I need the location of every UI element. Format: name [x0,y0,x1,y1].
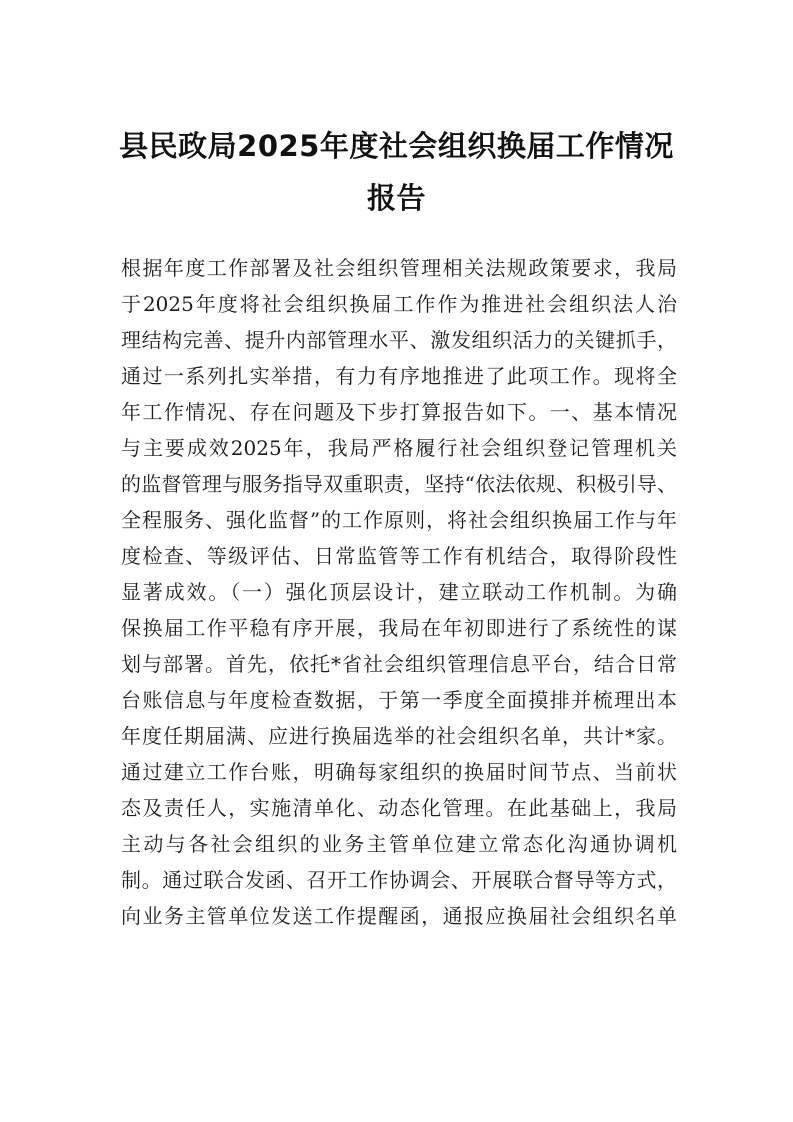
body-line: 制。通过联合发函、召开工作协调会、开展联合督导等方式， [121,868,677,892]
body-line: 主动与各社会组织的业务主管单位建立常态化沟通协调机 [121,832,677,856]
document-title [100,120,693,224]
body-line: 通过建立工作台账，明确每家组织的换届时间节点、当前状 [121,760,677,784]
body-line: 保换届工作平稳有序开展，我局在年初即进行了系统性的谋 [121,616,677,640]
title-line: 县民政局2025年度社会组织换届工作情况 [119,129,674,163]
body-line: 与主要成效2025年，我局严格履行社会组织登记管理机关 [121,436,677,460]
body-line: 年度任期届满、应进行换届选举的社会组织名单，共计*家。 [121,724,677,748]
body-line: 向业务主管单位发送工作提醒函，通报应换届社会组织名单 [121,904,677,928]
body-line: 于2025年度将社会组织换届工作作为推进社会组织法人治 [121,292,677,316]
body-line: 显著成效。（一）强化顶层设计，建立联动工作机制。为确 [121,580,677,604]
body-line: 通过一系列扎实举措，有力有序地推进了此项工作。现将全 [121,364,677,388]
body-line: 的监督管理与服务指导双重职责，坚持“依法依规、积极引导、 [121,472,677,496]
body-line: 年工作情况、存在问题及下步打算报告如下。一、基本情况 [121,400,677,424]
document-body [121,250,677,934]
title-line: 报告 [366,181,426,215]
body-line: 台账信息与年度检查数据，于第一季度全面摸排并梳理出本 [121,688,677,712]
body-line: 全程服务、强化监督”的工作原则，将社会组织换届工作与年 [121,508,677,532]
body-line: 态及责任人，实施清单化、动态化管理。在此基础上，我局 [121,796,677,820]
body-line: 划与部署。首先，依托*省社会组织管理信息平台，结合日常 [121,652,677,676]
body-line: 度检查、等级评估、日常监管等工作有机结合，取得阶段性 [121,544,677,568]
body-line: 根据年度工作部署及社会组织管理相关法规政策要求，我局 [121,256,677,280]
body-line: 理结构完善、提升内部管理水平、激发组织活力的关键抓手， [121,328,677,352]
